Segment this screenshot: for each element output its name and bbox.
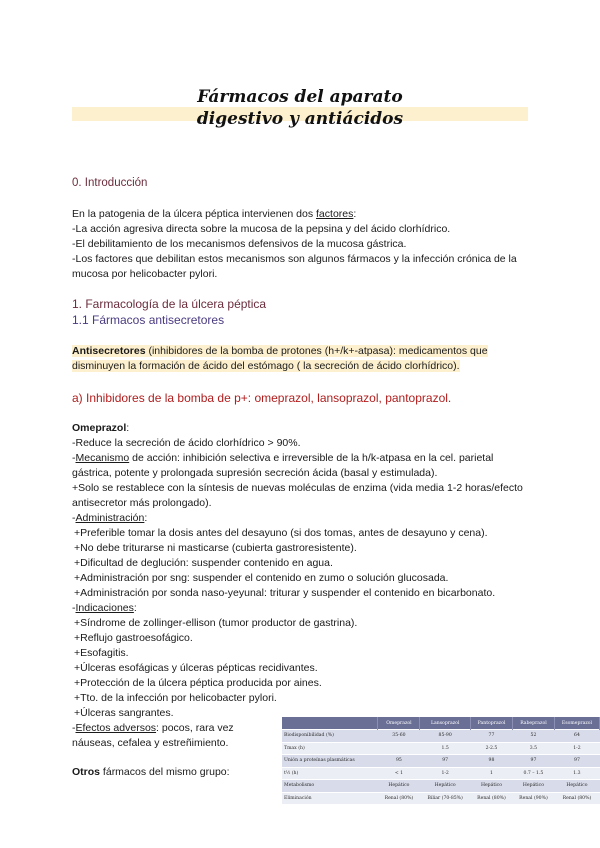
efectos-paragraph (72, 721, 272, 751)
table-cell: 98 (470, 755, 512, 768)
admin-dash: - (72, 512, 76, 524)
indicacion-item: +Reflujo gastroesofágico. (74, 632, 193, 644)
indicacion-item: +Esofagitis. (74, 647, 129, 659)
table-cell: Biodisponibilidad (%) (282, 730, 378, 743)
mecanismo-paragraph (72, 451, 532, 481)
efectos-text: : pocos, rara vez náuseas, cefalea y estreñimiento. (72, 722, 234, 749)
admin-item: +No debe triturarse ni masticarse (cubierta gastroresistente). (74, 542, 357, 554)
table-cell: t½ (h) (282, 767, 378, 780)
intro-line-3: -Los factores que debilitan estos mecanismos son algunos fármacos y la infección crónica de la mucosa por helicobacter pylori. (72, 253, 517, 280)
title-line-1: Fármacos del aparato (197, 87, 403, 107)
table-cell: Renal (80%) (378, 792, 420, 804)
indicacion-item: +Tto. de la infección por helicobacter pylori. (74, 692, 277, 704)
document-body (72, 176, 532, 780)
admin-label: Administración (75, 512, 145, 524)
intro-line-1: -La acción agresiva directa sobre la mucosa de la pepsina y del ácido clorhídrico. (72, 223, 451, 235)
ppi-comparison-table (282, 717, 600, 804)
table-cell: Hepático (378, 780, 420, 793)
antisecretores-text: (inhibidores de la bomba de protones (h+/k+-atpasa): medicamentos que disminuyen la formación de ácido del estómago ( la secreción de ácido clorhídrico). (72, 345, 488, 372)
intro-colon: : (353, 208, 357, 220)
table-cell: Hepático (554, 780, 599, 793)
table-header: Lansoprazol (420, 717, 471, 730)
efectos-dash: - (72, 722, 76, 734)
table-cell: Hepático (470, 780, 512, 793)
intro-text: En la patogenia de la úlcera péptica intervienen dos (72, 208, 317, 220)
section11-heading: 1.1 Fármacos antisecretores (72, 313, 225, 327)
table-cell: < 1 (378, 767, 420, 780)
table-row (282, 742, 600, 755)
indicacion-item: +Síndrome de zollinger-ellison (tumor productor de gastrina). (74, 617, 358, 629)
table-row (282, 730, 600, 743)
indicacion-item: +Protección de la úlcera péptica producida por aines. (74, 677, 322, 689)
table-cell (378, 742, 420, 755)
table-cell: 1 (470, 767, 512, 780)
indicacion-item: +Úlceras sangrantes. (74, 707, 174, 719)
table-header-row (282, 717, 600, 730)
admin-colon: : (144, 512, 148, 524)
factores-term: factores (316, 208, 354, 220)
subsection-a-heading: a) Inhibidores de la bomba de p+: omeprazol, lansoprazol, pantoprazol. (72, 391, 452, 405)
efectos-label: Efectos adversos (75, 722, 157, 734)
section1-heading: 1. Farmacología de la úlcera péptica (72, 297, 267, 311)
administracion-heading (72, 511, 532, 526)
table-cell: 97 (513, 755, 555, 768)
intro-paragraph (72, 207, 532, 222)
table-row (282, 780, 600, 793)
omeprazol-colon: : (126, 422, 130, 434)
antisecretores-paragraph (72, 344, 532, 374)
indicacion-item: +Úlceras esofágicas y úlceras pépticas recidivantes. (74, 662, 318, 674)
omeprazol-title (72, 421, 532, 436)
table-row (282, 767, 600, 780)
otros-text: fármacos del mismo grupo: (100, 766, 230, 778)
table-cell: 1.3 (554, 767, 599, 780)
table-header: Rabeprazol (513, 717, 555, 730)
mecanismo-label: Mecanismo (75, 452, 130, 464)
table-cell: Metabolismo (282, 780, 378, 793)
table-cell: 1.5 (420, 742, 471, 755)
admin-item: +Dificultad de deglución: suspender contenido en agua. (74, 557, 333, 569)
table-header: Esomeprazol (554, 717, 599, 730)
table-cell: Renal (80%) (470, 792, 512, 804)
table-cell: 64 (554, 730, 599, 743)
table-header: Pantoprazol (470, 717, 512, 730)
table-cell: 97 (554, 755, 599, 768)
admin-item: +Administración por sonda naso-yeyunal: triturar y suspender el contenido en bicarbonato. (74, 587, 496, 599)
reduce-line: -Reduce la secreción de ácido clorhídrico > 90%. (72, 437, 301, 449)
ind-label: Indicaciones (75, 602, 134, 614)
table-cell: 1-2 (420, 767, 471, 780)
intro-line-2: -El debilitamiento de los mecanismos defensivos de la mucosa gástrica. (72, 238, 407, 250)
intro-heading: 0. Introducción (72, 177, 148, 189)
table-cell: 35-60 (378, 730, 420, 743)
mecanismo-plus: +Solo se restablece con la síntesis de nuevas moléculas de enzima (vida media 1-2 horas/efecto antisecretor más prolongado). (72, 482, 523, 509)
admin-item: +Administración por sng: suspender el contenido en zumo o solución glucosada. (74, 572, 449, 584)
ind-dash: - (72, 602, 76, 614)
ind-colon: : (133, 602, 137, 614)
mecanismo-dash: - (72, 452, 76, 464)
indicaciones-heading (72, 601, 532, 616)
table-cell: 77 (470, 730, 512, 743)
table-cell: Eliminación (282, 792, 378, 804)
omeprazol-name: Omeprazol (72, 422, 127, 434)
mecanismo-text: de acción: inhibición selectiva e irreversible de la h/k-atpasa en la cel. parietal gástrica, potente y prolongada supresión secreción ácida (basal y estimulada). (72, 452, 494, 479)
table-header: Omeprazol (378, 717, 420, 730)
table-cell: Hepático (420, 780, 471, 793)
table-cell: 85-90 (420, 730, 471, 743)
table-cell: Renal (90%) (513, 792, 555, 804)
table-cell: 1-2 (554, 742, 599, 755)
table-row (282, 755, 600, 768)
table-cell: Tmax (h) (282, 742, 378, 755)
table-cell: Unión a proteínas plasmáticas (282, 755, 378, 768)
antisecretores-term: Antisecretores (72, 345, 146, 357)
page-title (0, 86, 600, 130)
admin-item: +Preferible tomar la dosis antes del desayuno (si dos tomas, antes de desayuno y cena). (74, 527, 488, 539)
table-cell: 97 (420, 755, 471, 768)
table-header (282, 717, 378, 730)
table-cell: 0.7 – 1.5 (513, 767, 555, 780)
otros-term: Otros (72, 766, 101, 778)
title-line-2: digestivo y antiácidos (196, 109, 404, 129)
table-cell: Renal (80%) (554, 792, 599, 804)
table-cell: 3.5 (513, 742, 555, 755)
table-cell: 52 (513, 730, 555, 743)
table-cell: 2-2.5 (470, 742, 512, 755)
table-row (282, 792, 600, 804)
table-cell: Hepático (513, 780, 555, 793)
table-cell: 95 (378, 755, 420, 768)
table-cell: Biliar (70-85%) (420, 792, 471, 804)
